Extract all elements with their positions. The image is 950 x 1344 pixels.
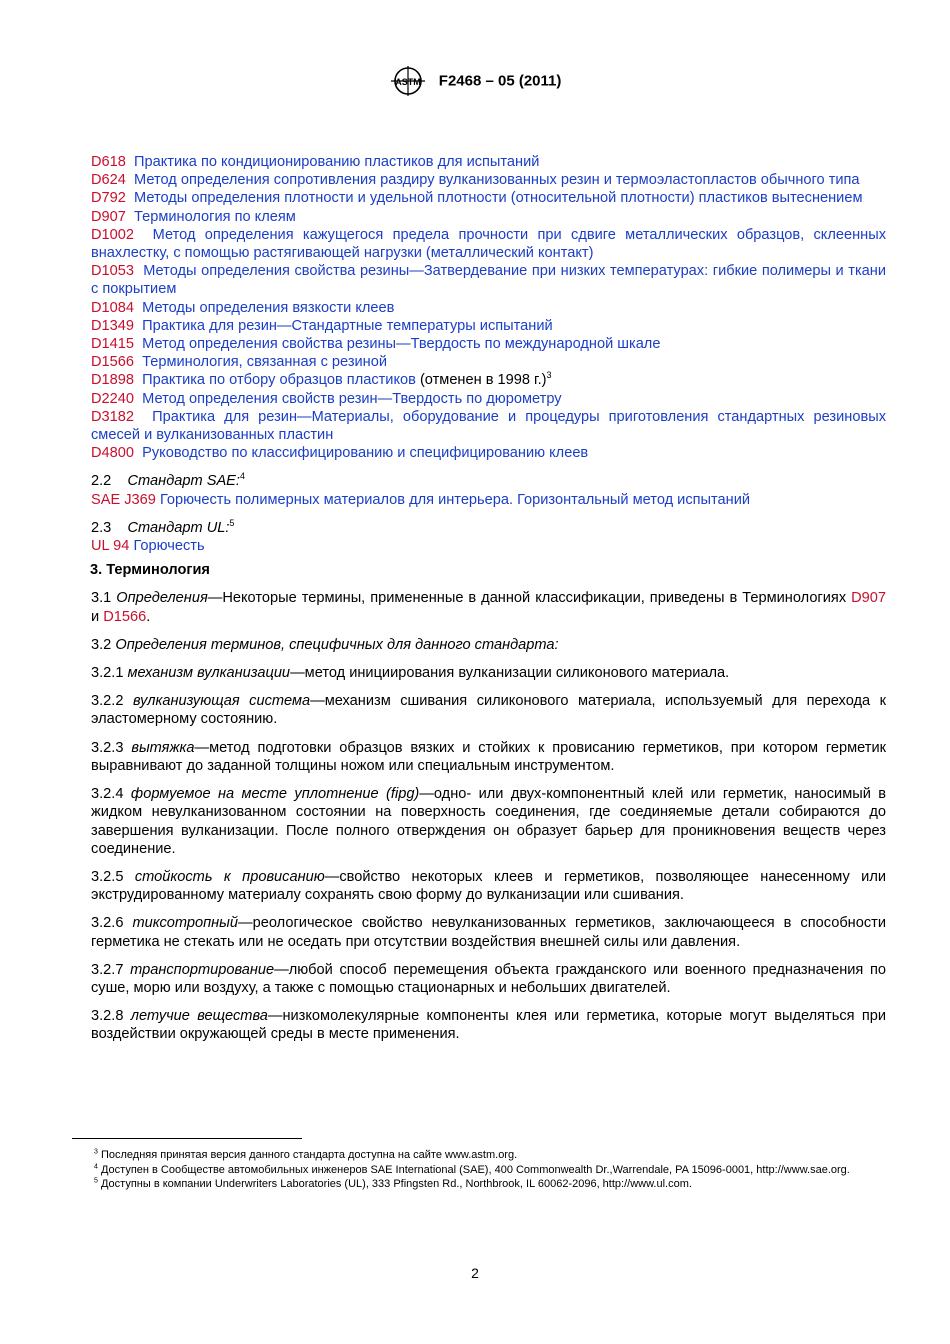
reference-item xyxy=(91,208,886,226)
term: летучие вещества xyxy=(130,1008,268,1025)
reference-code-link[interactable]: D2240 xyxy=(91,390,135,407)
reference-item xyxy=(91,408,886,444)
reference-item xyxy=(91,335,886,353)
reference-title-link[interactable]: Методы определения вязкости клеев xyxy=(142,299,395,316)
subheading-number: 2.2 xyxy=(91,473,112,490)
term-definition xyxy=(91,868,886,904)
paragraph-text: Определения терминов, специфичных для данного стандарта: xyxy=(115,636,559,653)
reference-title-link[interactable]: Терминология по клеям xyxy=(134,208,296,225)
subheading-number: 2.3 xyxy=(91,519,112,536)
term: транспортирование xyxy=(130,961,275,978)
term-definition xyxy=(91,961,886,997)
reference-title-link[interactable]: Методы определения свойства резины—Затвердевание при низких температурах: гибкие полимеры и ткани с покрытием xyxy=(91,263,887,298)
logo-text: ASTM xyxy=(394,77,421,87)
definition: —любой способ перемещения объекта гражданского или военного предназначения по суше, морю или воздуху, а также с помощью стационарных и небольших двигателей. xyxy=(91,961,886,996)
reference-item xyxy=(91,226,886,262)
reference-item xyxy=(91,189,886,207)
d907-link[interactable]: D907 xyxy=(851,590,886,607)
paragraph-number: 3.2.6 xyxy=(91,915,124,932)
term: Определения xyxy=(116,590,208,607)
standard-designation: F2468 – 05 (2011) xyxy=(438,72,562,90)
reference-title-link[interactable]: Методы определения плотности и удельной плотности (относительной плотности) пластиков вытеснением xyxy=(134,190,863,207)
section-title: 3. Терминология xyxy=(90,562,210,579)
definition: —низкомолекулярные компоненты клея или герметика, которые могут выделяться при воздействии окружающей среды в месте применения. xyxy=(91,1008,887,1043)
reference-item xyxy=(91,171,886,189)
withdrawn-note: (отменен в 1998 г.) xyxy=(415,372,547,389)
reference-title-link[interactable]: Руководство по классифицированию и специфицированию клеев xyxy=(142,445,589,462)
reference-item xyxy=(91,317,886,335)
paragraph-3-1 xyxy=(91,589,886,625)
reference-code-link[interactable]: D792 xyxy=(91,190,126,207)
reference-title-link[interactable]: Терминология, связанная с резиной xyxy=(142,354,387,371)
reference-title-link[interactable]: Метод определения свойства резины—Твердость по международной шкале xyxy=(142,336,661,353)
reference-title-link[interactable]: Практика для резин—Стандартные температуры испытаний xyxy=(142,317,553,334)
reference-item xyxy=(91,262,886,298)
reference-title-link[interactable]: Горючесть xyxy=(133,538,205,555)
reference-code-link[interactable]: D618 xyxy=(91,154,126,170)
page-number: 2 xyxy=(471,1265,479,1281)
page-header xyxy=(0,66,950,96)
definition: —одно- или двух-компонентный клей или герметик, наносимый в жидком невулканизованном состоянии на поверхность соединения, где соединяемые детали собираются до завершения вулканизации. После полного отверждения он образует барьер для проникновения веществ через соединение. xyxy=(91,786,887,857)
term: вулканизующая система xyxy=(132,693,311,710)
term: формуемое на месте уплотнение (fipg) xyxy=(130,786,420,803)
reference-code-link[interactable]: SAE J369 xyxy=(91,491,156,508)
footnote-text: Доступен в Сообществе автомобильных инженеров SAE International (SAE), 400 Commonwealth Dr.,Warrendale, PA 15096-0001, http://www.sae.org. xyxy=(100,1163,850,1176)
reference-code-link[interactable]: D1415 xyxy=(91,336,135,353)
paragraph-number: 3.2.7 xyxy=(91,961,124,978)
reference-item xyxy=(91,153,886,171)
definition: —Некоторые термины, примененные в данной классификации, приведены в Терминологиях xyxy=(207,590,852,607)
reference-title-link[interactable]: Метод определения сопротивления раздиру вулканизованных резин и термоэластопластов обычного типа xyxy=(134,172,860,189)
reference-code-link[interactable]: D3182 xyxy=(91,408,135,425)
reference-code-link[interactable]: D1566 xyxy=(91,354,135,371)
reference-title-link[interactable]: Метод определения свойств резин—Твердость по дюрометру xyxy=(142,390,562,407)
ul-reference xyxy=(91,537,886,555)
reference-title-link[interactable]: Метод определения кажущегося предела прочности при сдвиге металлических образцов, склеенных внахлестку, с помощью растягивающей нагрузки (металлический контакт) xyxy=(91,226,887,262)
definition: —механизм сшивания силиконового материала, используемый для перехода к эластомерному состоянию. xyxy=(91,693,886,728)
subheading-label: Стандарт SAE: xyxy=(127,473,240,490)
reference-title-link[interactable]: Практика по кондиционированию пластиков для испытаний xyxy=(134,154,540,170)
term-definition xyxy=(91,739,886,775)
footnote-number: 3 xyxy=(94,1148,98,1156)
reference-title-link[interactable]: Практика по отбору образцов пластиков xyxy=(142,372,416,389)
footnote-text: Последняя принятая версия данного стандарта доступна на сайте www.astm.org. xyxy=(100,1149,518,1161)
paragraph-number: 3.2.4 xyxy=(91,786,124,803)
paragraph-number: 3.2 xyxy=(91,636,112,653)
period: . xyxy=(146,608,151,625)
paragraph-3-2 xyxy=(91,636,886,654)
definition: —метод подготовки образцов вязких и стойких к провисанию герметиков, при котором герметик выравнивают до заданной толщины ножом или специальным инструментом. xyxy=(91,739,886,774)
reference-item xyxy=(91,444,886,462)
footnote-ref[interactable]: 5 xyxy=(229,518,235,528)
term-definition xyxy=(91,785,886,858)
definition: —свойство некоторых клеев и герметиков, позволяющее нанесенному или экструдированному материалу сохранять свою форму до вулканизации или сшивания. xyxy=(91,868,886,904)
reference-code-link[interactable]: D4800 xyxy=(91,445,135,462)
ul-subheading xyxy=(91,519,886,537)
footnote-ref[interactable]: 3 xyxy=(546,370,552,381)
footnote-number: 4 xyxy=(94,1162,98,1170)
reference-code-link[interactable]: D1053 xyxy=(91,263,135,280)
sae-subheading xyxy=(91,472,886,490)
paragraph-number: 3.2.3 xyxy=(91,739,124,756)
footnote-ref[interactable]: 4 xyxy=(239,471,245,482)
footnote-divider xyxy=(72,1138,302,1139)
reference-item xyxy=(91,353,886,371)
astm-logo-icon xyxy=(389,66,427,96)
reference-code-link[interactable]: UL 94 xyxy=(91,538,130,555)
paragraph-number: 3.2.2 xyxy=(91,693,124,710)
term-definition xyxy=(91,664,886,682)
reference-code-link[interactable]: D624 xyxy=(91,172,126,189)
footnote-text: Доступны в компании Underwriters Laboratories (UL), 333 Pfingsten Rd., Northbrook, IL 60062-2096, http://www.ul.com. xyxy=(100,1178,692,1191)
footnote xyxy=(72,1177,886,1192)
document-body xyxy=(91,153,886,1044)
paragraph-number: 3.2.8 xyxy=(91,1008,124,1025)
term: вытяжка xyxy=(131,739,195,756)
term: тиксотропный xyxy=(132,915,239,932)
reference-item xyxy=(91,299,886,317)
reference-code-link[interactable]: D1898 xyxy=(91,372,135,389)
reference-code-link[interactable]: D1002 xyxy=(91,226,135,243)
reference-title-link[interactable]: Практика для резин—Материалы, оборудование и процедуры приготовления стандартных резиновых смесей и вулканизованных пластин xyxy=(91,408,886,444)
footnote xyxy=(72,1163,886,1178)
footnote-number: 5 xyxy=(94,1177,98,1185)
footnote xyxy=(72,1148,886,1163)
term-definition xyxy=(91,914,886,950)
term: механизм вулканизации xyxy=(127,665,291,682)
reference-code-link[interactable]: D1084 xyxy=(91,299,135,316)
term-definition xyxy=(91,692,886,728)
reference-item xyxy=(91,371,886,389)
subheading-label: Стандарт UL: xyxy=(127,519,230,536)
definition: —реологическое свойство невулканизованных герметиков, заключающееся в способности герметика не стекать или не оседать при отсутствии воздействия внешней силы или давления. xyxy=(91,915,886,950)
footnotes xyxy=(72,1148,886,1192)
reference-code-link[interactable]: D1349 xyxy=(91,317,135,334)
reference-code-link[interactable]: D907 xyxy=(91,208,126,225)
paragraph-number: 3.2.1 xyxy=(91,665,124,682)
term: стойкость к провисанию xyxy=(134,868,325,885)
reference-list xyxy=(91,153,886,462)
sae-reference xyxy=(91,491,886,509)
term-definition xyxy=(91,1007,886,1043)
paragraph-number: 3.1 xyxy=(91,590,112,607)
conjunction: и xyxy=(91,608,104,625)
d1566-link[interactable]: D1566 xyxy=(103,608,147,625)
reference-title-link[interactable]: Горючесть полимерных материалов для интерьера. Горизонтальный метод испытаний xyxy=(159,491,751,508)
reference-item xyxy=(91,390,886,408)
paragraph-number: 3.2.5 xyxy=(91,868,124,885)
definition: —метод инициирования вулканизации силиконового материала. xyxy=(290,665,730,682)
